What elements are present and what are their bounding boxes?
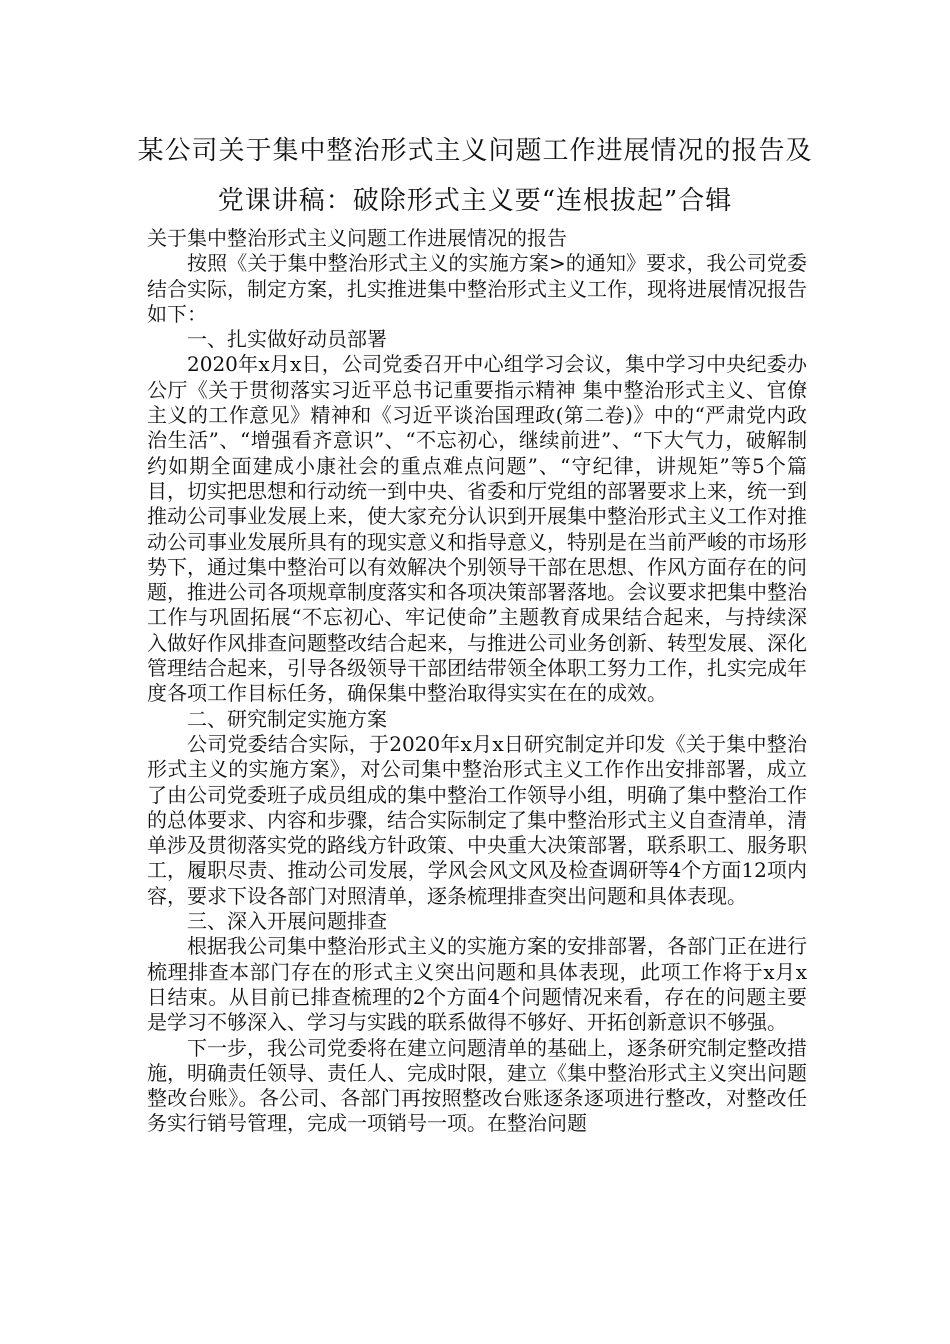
document-body — [147, 226, 807, 1137]
report-subtitle: 关于集中整治形式主义问题工作进展情况的报告 — [147, 226, 567, 250]
section2-heading: 二、研究制定实施方案 — [187, 706, 387, 731]
section2-paragraph: 公司党委结合实际，于2020年x月x日研究制定并印发《关于集中整治形式主义的实施方案》，对公司集中整治形式主义工作作出安排部署，成立了由公司党委班子成员组成的集中整治工作领导小组，明确了集中整治工作的总体要求、内容和步骤，结合实际制定了集中整治形式主义自查清单，清单涉及贯彻落实党的路线方针政策、中央重大决策部署，联系职工、服务职工，履职尽责、推动公司发展，学风会风文风及检查调研等4个方面12项内容，要求下设各部门对照清单，逐条梳理排查突出问题和具体表现。 — [147, 731, 807, 908]
section3-paragraph-2: 下一步，我公司党委将在建立问题清单的基础上，逐条研究制定整改措施，明确责任领导、责任人、完成时限，建立《集中整治形式主义突出问题整改台账》。各公司、各部门再按照整改台账逐条逐项进行整改，对整改任务实行销号管理，完成一项销号一项。在整治问题 — [147, 1035, 807, 1136]
section1-paragraph: 2020年x月x日，公司党委召开中心组学习会议，集中学习中央纪委办公厅《关于贯彻落实习近平总书记重要指示精神 集中整治形式主义、官僚主义的工作意见》精神和《习近平谈治国理政(第二卷)》中的“严肃党内政治生活”、“增强看齐意识”、“不忘初心，继续前进”、“下大气力，破解制约如期全面建成小康社会的重点难点问题”、“守纪律，讲规矩”等5个篇目，切实把思想和行动统一到中央、省委和厅党组的部署要求上来，统一到推动公司事业发展上来，使大家充分认识到开展集中整治形式主义工作对推动公司事业发展所具有的现实意义和指导意义，特别是在当前严峻的市场形势下，通过集中整治可以有效解决个别领导干部在思想、作风方面存在的问题，推进公司各项规章制度落实和各项决策部署落地。会议要求把集中整治工作与巩固拓展“不忘初心、牢记使命”主题教育成果结合起来，与持续深入做好作风排查问题整改结合起来，与推进公司业务创新、转型发展、深化管理结合起来，引导各级领导干部团结带领全体职工努力工作，扎实完成年度各项工作目标任务，确保集中整治取得实实在在的成效。 — [147, 352, 807, 706]
section1-heading: 一、扎实做好动员部署 — [187, 327, 387, 352]
intro-paragraph: 按照《关于集中整治形式主义的实施方案>的通知》要求，我公司党委结合实际，制定方案，扎实推进集中整治形式主义工作，现将进展情况报告如下： — [147, 251, 807, 326]
document-title-line1: 某公司关于集中整治形式主义问题工作进展情况的报告及 — [137, 136, 813, 166]
section3-heading: 三、深入开展问题排查 — [187, 909, 387, 934]
document-title-line2: 党课讲稿：破除形式主义要“连根拔起”合辑 — [217, 186, 733, 216]
section3-paragraph-1: 根据我公司集中整治形式主义的实施方案的安排部署，各部门正在进行梳理排查本部门存在的形式主义突出问题和具体表现，此项工作将于x月x日结束。从目前已排查梳理的2个方面4个问题情况来看，存在的问题主要是学习不够深入、学习与实践的联系做得不够好、开拓创新意识不够强。 — [147, 934, 807, 1035]
